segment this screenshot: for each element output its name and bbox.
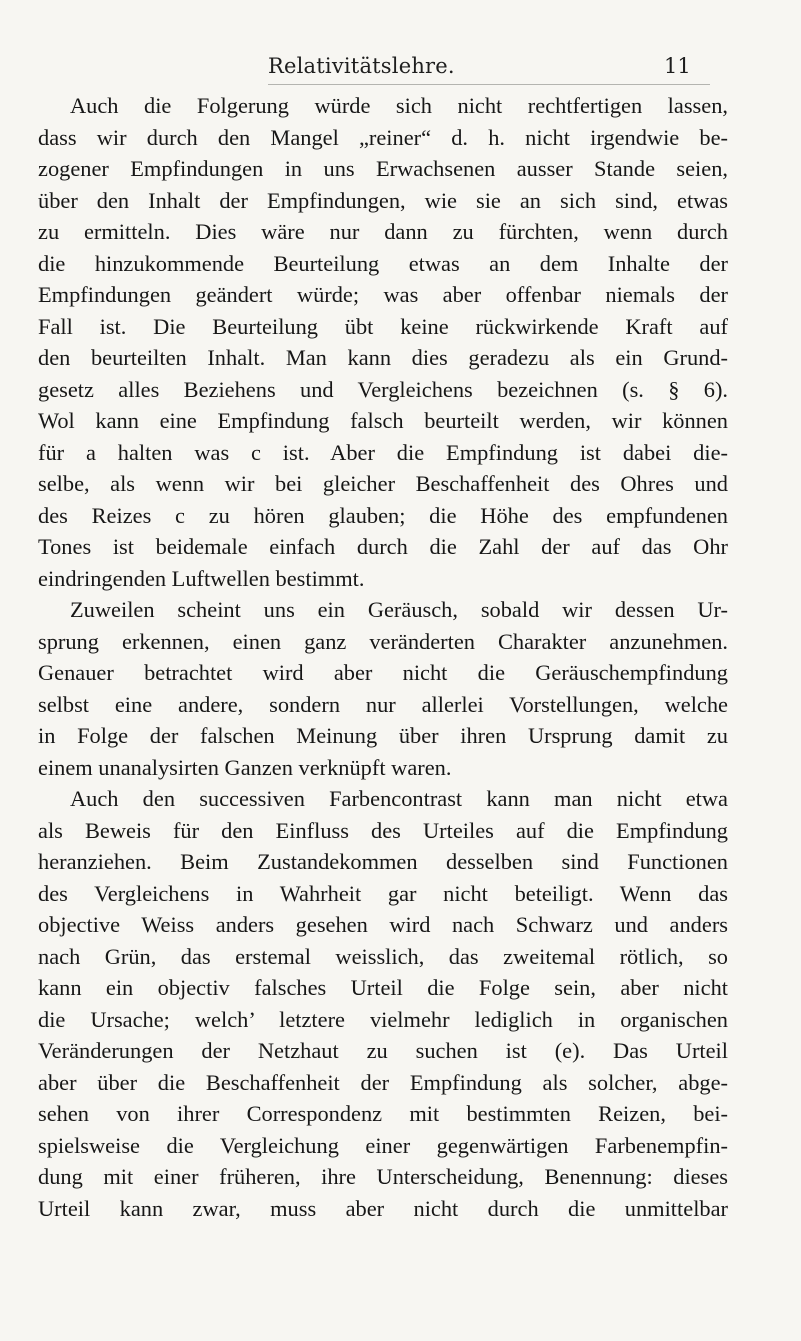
page-number: 11 — [664, 54, 691, 78]
text-line: spielsweise die Vergleichung einer gegenwärtigen Farbenempfin- — [38, 1132, 728, 1158]
text-line: kann ein objectiv falsches Urteil die Folge sein, aber nicht — [38, 975, 728, 1000]
text-line: Wol kann eine Empfindung falsch beurteilt werden, wir können — [38, 408, 728, 433]
text-line: Auch den successiven Farbencontrast kann man nicht etwa — [70, 786, 728, 811]
text-line: Fall ist. Die Beurteilung übt keine rückwirkende Kraft auf — [38, 313, 728, 339]
text-line: die Ursache; welch’ letztere vielmehr lediglich in organischen — [38, 1006, 728, 1032]
text-line: Genauer betrachtet wird aber nicht die Geräuschempfindung — [38, 660, 728, 685]
text-line: nach Grün, das erstemal weisslich, das zweitemal rötlich, so — [38, 943, 728, 969]
text-line: gesetz alles Beziehens und Vergleichens bezeichnen (s. § 6). — [38, 376, 728, 402]
text-line: zu ermitteln. Dies wäre nur dann zu fürchten, wenn durch — [38, 219, 728, 244]
text-line: Empfindungen geändert würde; was aber offenbar niemals der — [38, 282, 728, 307]
text-line: aber über die Beschaffenheit der Empfindung als solcher, abge- — [38, 1069, 728, 1095]
text-line: dass wir durch den Mangel „reiner“ d. h. nicht irgendwie be- — [38, 124, 728, 150]
text-line: einem unanalysirten Ganzen verknüpft waren. — [38, 754, 452, 780]
text-line: Zuweilen scheint uns ein Geräusch, sobald wir dessen Ur- — [70, 597, 728, 622]
text-line: Auch die Folgerung würde sich nicht rechtfertigen lassen, — [70, 93, 728, 118]
text-line: sehen von ihrer Correspondenz mit bestimmten Reizen, bei- — [38, 1101, 728, 1126]
text-line: über den Inhalt der Empfindungen, wie sie an sich sind, etwas — [38, 187, 728, 213]
text-line: Tones ist beidemale einfach durch die Zahl der auf das Ohr — [38, 534, 728, 559]
text-line: des Reizes c zu hören glauben; die Höhe des empfundenen — [38, 502, 728, 528]
header-rule — [268, 84, 710, 85]
text-line: selbe, als wenn wir bei gleicher Beschaffenheit des Ohres und — [38, 471, 728, 496]
text-line: dung mit einer früheren, ihre Unterscheidung, Benennung: dieses — [38, 1164, 728, 1189]
text-line: in Folge der falschen Meinung über ihren Ursprung damit zu — [38, 723, 728, 748]
text-line: Urteil kann zwar, muss aber nicht durch die unmittelbar — [38, 1195, 728, 1221]
running-title: Relativitätslehre. — [268, 54, 455, 78]
text-line: sprung erkennen, einen ganz veränderten Charakter anzunehmen. — [38, 628, 728, 654]
text-line: des Vergleichens in Wahrheit gar nicht beteiligt. Wenn das — [38, 880, 728, 906]
running-head — [268, 54, 798, 84]
text-line: zogener Empfindungen in uns Erwachsenen ausser Stande seien, — [38, 156, 728, 181]
text-line: als Beweis für den Einfluss des Urteiles auf die Empfindung — [38, 817, 728, 843]
text-line: objective Weiss anders gesehen wird nach Schwarz und anders — [38, 912, 728, 937]
text-line: heranziehen. Beim Zustandekommen desselben sind Functionen — [38, 849, 728, 874]
text-line: Veränderungen der Netzhaut zu suchen ist (e). Das Urteil — [38, 1038, 728, 1063]
text-line: eindringenden Luftwellen bestimmt. — [38, 565, 365, 591]
text-line: für a halten was c ist. Aber die Empfindung ist dabei die- — [38, 439, 728, 465]
body-text — [38, 90, 728, 1224]
text-line: den beurteilten Inhalt. Man kann dies geradezu als ein Grund- — [38, 345, 728, 370]
text-line: die hinzukommende Beurteilung etwas an dem Inhalte der — [38, 250, 728, 276]
text-line: selbst eine andere, sondern nur allerlei Vorstellungen, welche — [38, 691, 728, 717]
